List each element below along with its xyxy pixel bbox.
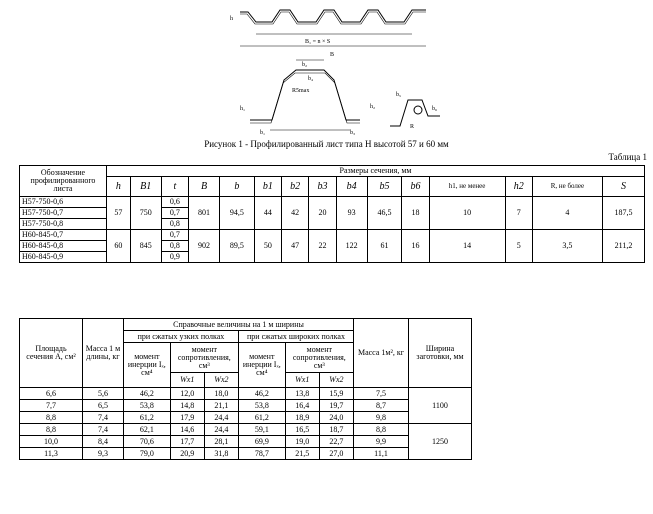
cell: 9,3 [83,448,124,460]
table-row [20,400,472,412]
col-b: b [220,177,255,197]
col-h2: h2 [505,177,532,197]
cell: 15,9 [319,388,353,400]
table-row [20,412,472,424]
cell: 70,6 [124,436,171,448]
cell: 17,7 [170,436,204,448]
designation: Н57-750-0,6 [20,197,107,208]
cell: 59,1 [238,424,285,436]
inertia-wide-header: момент инерции Iₓ, см⁴ [238,343,285,388]
figure-caption: Рисунок 1 - Профилированный лист типа Н высотой 57 и 60 мм [204,139,449,149]
cell: 18,7 [319,424,353,436]
cell-B: 902 [189,230,220,263]
cell: 9,8 [354,412,409,424]
cell-b1: 50 [254,230,281,263]
cell: 20,9 [170,448,204,460]
cell-h2: 7 [505,197,532,230]
table-row [20,448,472,460]
cell: 24,0 [319,412,353,424]
cell: 61,2 [124,412,171,424]
wx2-narrow-header: Wx2 [204,373,238,388]
cell: 8,4 [83,436,124,448]
cell-b3: 22 [309,230,336,263]
ref-values-header: Справочные величины на 1 м ширины [124,319,354,331]
cell: 7,4 [83,424,124,436]
narrow-flanges-header: при сжатых узких полках [124,331,239,343]
cell: 7,5 [354,388,409,400]
cell-t: 0,7 [161,208,188,219]
cell: 53,8 [238,400,285,412]
designation: Н57-750-0,7 [20,208,107,219]
wx1-wide-header: Wx1 [285,373,319,388]
designation: Н60-845-0,7 [20,230,107,241]
cell: 11,3 [20,448,83,460]
cell-b: 89,5 [220,230,255,263]
dim-label-h1: h₁ [240,106,246,112]
cell: 7,7 [20,400,83,412]
col-h1: h1, не менее [429,177,505,197]
cell-B: 801 [189,197,220,230]
cell: 21,1 [204,400,238,412]
col-area-header: Площадь сечения А, см² [20,319,83,388]
cell-b: 94,5 [220,197,255,230]
profile-outline-detail [250,70,360,120]
cell: 6,5 [83,400,124,412]
cell: 16,5 [285,424,319,436]
cell: 8,8 [20,412,83,424]
cell-h2: 5 [505,230,532,263]
cell: 8,8 [20,424,83,436]
section-dimensions-header: Размеры сечения, мм [107,166,645,177]
width-cell: 1250 [409,424,472,460]
designation: Н57-750-0,8 [20,219,107,230]
cell: 8,8 [354,424,409,436]
cell: 16,4 [285,400,319,412]
col-mass-m2-header: Масса 1м², кг [354,319,409,388]
cell-R: 4 [532,197,602,230]
wx1-narrow-header: Wx1 [170,373,204,388]
cell: 46,2 [124,388,171,400]
cell: 22,7 [319,436,353,448]
col-R: R, не более [532,177,602,197]
cell: 11,1 [354,448,409,460]
dim-label-B: B [330,52,335,58]
cell: 24,4 [204,424,238,436]
table-row [20,424,472,436]
cell: 18,9 [285,412,319,424]
cell-B1: 845 [130,230,161,263]
cell: 12,0 [170,388,204,400]
col-S: S [602,177,644,197]
dimensions-table [19,165,645,263]
cell-B1: 750 [130,197,161,230]
col-b4: b4 [336,177,367,197]
cell: 8,7 [354,400,409,412]
cell: 19,0 [285,436,319,448]
col-t: t [161,177,188,197]
dim-label-R: R [410,124,415,130]
cell: 14,6 [170,424,204,436]
cell-t: 0,7 [161,230,188,241]
col-b1: b1 [254,177,281,197]
resistance-wide-header: момент сопротивления, см³ [285,343,353,373]
wide-flanges-header: при сжатых широких полках [238,331,353,343]
col-B1: B1 [130,177,161,197]
col-B: B [189,177,220,197]
cell: 46,2 [238,388,285,400]
cell: 7,4 [83,412,124,424]
col-b6: b6 [402,177,429,197]
cell-t: 0,8 [161,219,188,230]
wx2-wide-header: Wx2 [319,373,353,388]
cell-b1: 44 [254,197,281,230]
dim-label-b6: b₆ [432,106,438,112]
dim-label-h: h [230,16,233,22]
cell-b5: 46,5 [367,197,402,230]
col-b3: b3 [309,177,336,197]
cell-b2: 47 [282,230,309,263]
cell: 6,6 [20,388,83,400]
cell-t: 0,8 [161,241,188,252]
cell: 19,7 [319,400,353,412]
dim-label-b2: b₂ [302,62,308,68]
cell: 13,8 [285,388,319,400]
cell: 78,7 [238,448,285,460]
cell: 79,0 [124,448,171,460]
cell-b5: 61 [367,230,402,263]
cell: 31,8 [204,448,238,460]
cell-h: 57 [107,197,131,230]
cell: 21,5 [285,448,319,460]
dim-label-b5: b₅ [396,92,402,98]
cell-b6: 18 [402,197,429,230]
table-number: Таблица 1 [608,152,647,162]
cell-b2: 42 [282,197,309,230]
cell: 53,8 [124,400,171,412]
cell: 24,4 [204,412,238,424]
col-width-header: Ширина заготовки, мм [409,319,472,388]
designation: Н60-845-0,8 [20,241,107,252]
profile-drawing [200,0,460,138]
cell-t: 0,9 [161,252,188,263]
cell-b3: 20 [309,197,336,230]
dimension-symbols-row [20,177,645,197]
dim-label-b1: b₁ [260,130,266,136]
cell-S: 211,2 [602,230,644,263]
cell-S: 187,5 [602,197,644,230]
cell: 10,0 [20,436,83,448]
cell: 5,6 [83,388,124,400]
table-row [20,436,472,448]
cell: 62,1 [124,424,171,436]
col-h: h [107,177,131,197]
cell-b4: 93 [336,197,367,230]
cell: 61,2 [238,412,285,424]
cell-t: 0,6 [161,197,188,208]
properties-table [19,318,472,460]
col-designation-header: Обозначение профилированного листа [20,166,107,197]
dim-label-h2: h₂ [370,104,376,110]
cell: 14,8 [170,400,204,412]
cell: 18,0 [204,388,238,400]
cell-h1: 14 [429,230,505,263]
col-b2: b2 [282,177,309,197]
width-cell: 1100 [409,388,472,424]
dim-label-b3: b₃ [350,130,356,136]
cell: 27,0 [319,448,353,460]
cell: 69,9 [238,436,285,448]
cell-h1: 10 [429,197,505,230]
dim-label-b1ns: B₁ = n × S [305,39,331,45]
inertia-narrow-header: момент инерции Iₓ, см⁴ [124,343,171,388]
resistance-narrow-header: момент сопротивления, см³ [170,343,238,373]
cell-h: 60 [107,230,131,263]
designation: Н60-845-0,9 [20,252,107,263]
col-b5: b5 [367,177,402,197]
cell: 17,9 [170,412,204,424]
cell-b6: 16 [402,230,429,263]
dim-label-b4: b₄ [308,76,314,82]
cell-R: 3,5 [532,230,602,263]
table-row [20,230,645,241]
dim-label-r5max: R5max [292,88,310,94]
cell-b4: 122 [336,230,367,263]
cell: 28,1 [204,436,238,448]
col-mass1m-header: Масса 1 м длины, кг [83,319,124,388]
table-row [20,197,645,208]
cell: 9,9 [354,436,409,448]
table-row [20,388,472,400]
